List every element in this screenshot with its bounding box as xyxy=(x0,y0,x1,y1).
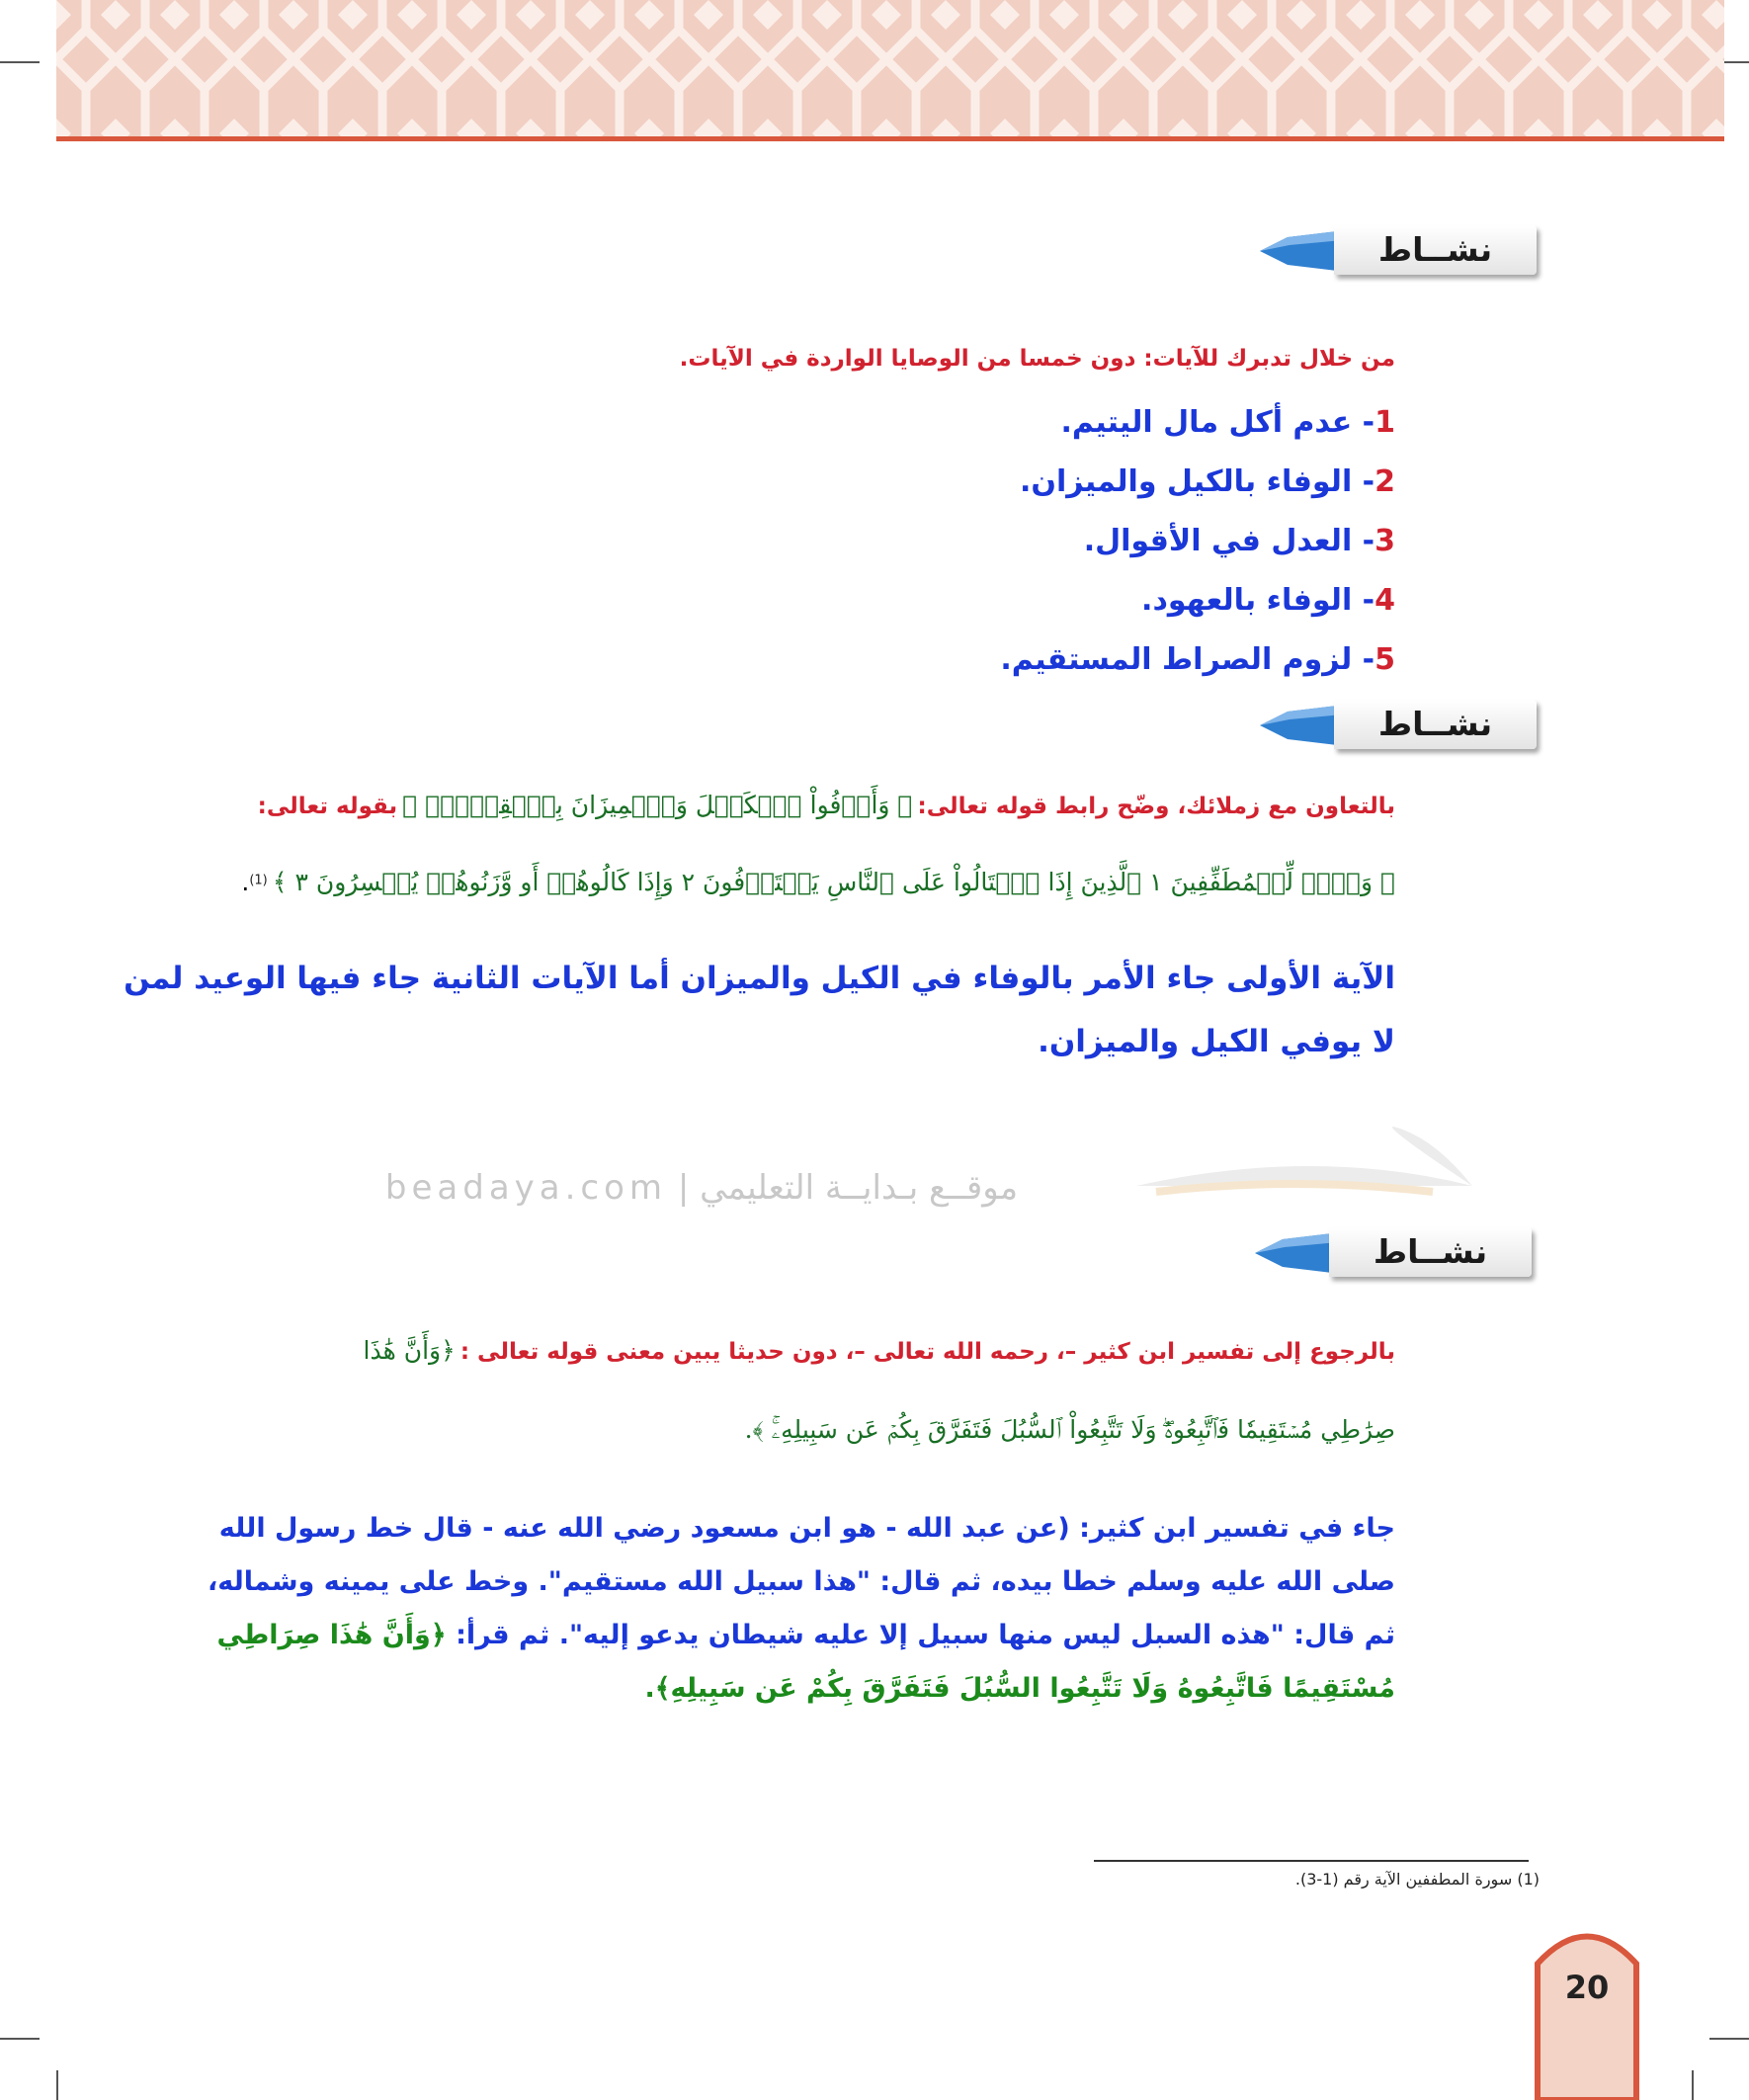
quran-verse-block: ﴿ وَيۡلٞ لِّلۡمُطَفِّفِينَ ١ ٱلَّذِينَ إِذَا ٱكۡتَالُواْ عَلَى ٱلنَّاسِ يَسۡتَوۡفُونَ ٢ وَإِذَا كَالُوهُمۡ أَو وَّزَنُوهُمۡ يُخۡسِرُونَ ٣ ﴾ $^{(1)}$. xyxy=(241,868,1395,896)
activity-question: من خلال تدبرك للآيات: دون خمسا من الوصايا الواردة في الآيات. xyxy=(679,346,1395,372)
activity-question xyxy=(148,791,1395,819)
footnote-ref: (1) xyxy=(249,873,268,888)
quran-verse-block xyxy=(198,1415,1395,1445)
question-intro: بالتعاون مع زملائك، وضّح رابط قوله تعالى: xyxy=(917,794,1395,819)
crop-mark xyxy=(1709,2038,1749,2040)
question-end: بقوله تعالى: xyxy=(257,794,398,819)
answer-line: جاء في تفسير ابن كثير: (عن عبد الله - هو ابن مسعود رضي الله عنه - قال خط رسول الله xyxy=(218,1513,1395,1544)
answer-line: ثم قال: "هذه السبل ليس منها سبيل إلا عليه شيطان يدعو إليه". ثم قرأ: ﴿وَأَنَّ هَٰذَا صِرَاطِي xyxy=(216,1620,1395,1650)
question-intro: بالرجوع إلى تفسير ابن كثير –، رحمه الله تعالى –، دون حديثا يبين معنى قوله تعالى : xyxy=(459,1339,1395,1365)
list-item: 3- العدل في الأقوال. xyxy=(1083,524,1395,558)
page-number: 20 xyxy=(1564,1969,1610,2006)
watermark-swoosh-icon xyxy=(1136,1127,1492,1196)
activity-answer xyxy=(79,1502,1395,1716)
list-item: 5- لزوم الصراط المستقيم. xyxy=(1000,642,1395,677)
crop-mark xyxy=(0,2038,40,2040)
crop-mark xyxy=(0,61,40,63)
quran-verse: ﴿وَأَنَّ هَٰذَا xyxy=(363,1336,456,1365)
list-item: 2- الوفاء بالكيل والميزان. xyxy=(1019,464,1395,499)
activity-question xyxy=(198,1336,1395,1365)
page-number-tab xyxy=(1533,1919,1641,2100)
list-item: 4- الوفاء بالعهود. xyxy=(1141,583,1395,618)
list-item: 1- عدم أكل مال اليتيم. xyxy=(1060,405,1395,440)
activity-header-2 xyxy=(1260,700,1537,757)
answer-line: مُسْتَقِيمًا فَاتَّبِعُوهُ وَلَا تَتَّبِعُوا السُّبُلَ فَتَفَرَّقَ بِكُمْ عَن سَبِيلِهِ﴾. xyxy=(644,1673,1395,1704)
crop-mark xyxy=(56,2070,58,2100)
activity-title: نشــاط xyxy=(1334,225,1537,275)
watermark: موقــع بـدايــة التعليمي | beadaya.com xyxy=(384,1168,1019,1208)
header-banner xyxy=(56,0,1724,136)
activity-title: نشــاط xyxy=(1329,1227,1532,1277)
quran-verse: ﴿ وَأَوۡفُواْ ٱلۡكَيۡلَ وَٱلۡمِيزَانَ بِٱلۡقِسۡطِۖ ﴾ xyxy=(402,791,913,819)
activity-header-3 xyxy=(1255,1227,1532,1285)
header-divider xyxy=(56,136,1724,141)
quran-verse: صِرَٰطِي مُسۡتَقِيمٗا فَٱتَّبِعُوهُۖ وَلَا تَتَّبِعُواْ ٱلسُّبُلَ فَتَفَرَّقَ بِكُمۡ عَن سَبِيلِهِۦۚ ﴾. xyxy=(744,1415,1395,1444)
crop-mark xyxy=(1692,2070,1694,2100)
answer-list xyxy=(692,393,1395,690)
answer-line: صلى الله عليه وسلم خطا بيده، ثم قال: "هذا سبيل الله مستقيم". وخط على يمينه وشماله، xyxy=(207,1566,1395,1597)
activity-header-1 xyxy=(1260,225,1537,283)
activity-title: نشــاط xyxy=(1334,700,1537,749)
footnote: (1) سورة المطففين الآية رقم (1-3). xyxy=(1294,1870,1540,1889)
footnote-rule xyxy=(1094,1860,1529,1862)
activity-answer: الآية الأولى جاء الأمر بالوفاء في الكيل والميزان أما الآيات الثانية جاء فيها الوعيد لمن لا يوفي الكيل والميزان. xyxy=(124,961,1395,1059)
quran-verse: ﴿ وَيۡلٞ لِّلۡمُطَفِّفِينَ ١ ٱلَّذِينَ إِذَا ٱكۡتَالُواْ عَلَى ٱلنَّاسِ يَسۡتَوۡفُونَ ٢ وَإِذَا كَالُوهُمۡ أَو وَّزَنُوهُمۡ يُخۡسِرُونَ ٣ ﴾ xyxy=(272,868,1395,896)
